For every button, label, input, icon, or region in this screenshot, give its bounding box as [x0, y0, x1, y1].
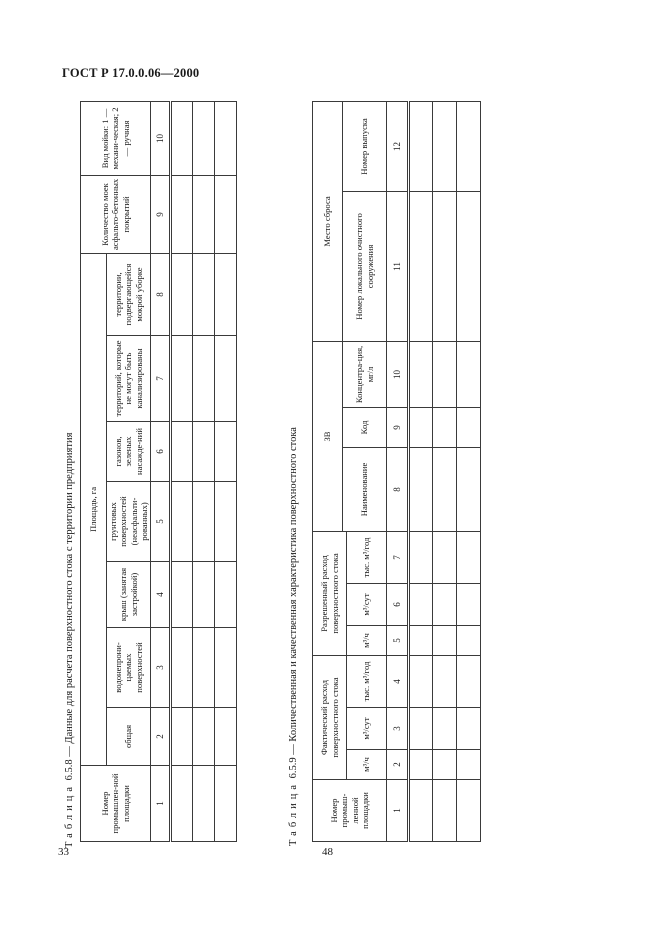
- table2-num-9: 9: [387, 407, 409, 447]
- table1-sub-no-sewer: территорий, которые не могут быть канализированы: [107, 336, 151, 422]
- table1-title: — Данные для расчета поверхностного стока с территории предприятия: [64, 432, 75, 757]
- table2: [312, 101, 481, 842]
- document-header: ГОСТ Р 17.0.0.06—2000: [62, 66, 200, 80]
- table2-header-discharge: Место сброса: [313, 101, 343, 341]
- table2-num-3: 3: [387, 708, 409, 750]
- table1-sub-total: общая: [107, 708, 151, 766]
- table2-num-6: 6: [387, 584, 409, 626]
- table2-perm-unit-hour: м³/ч: [347, 626, 387, 656]
- table2-title: — Количественная и качественная характеристика поверхностного стока: [288, 427, 299, 755]
- table1-header-plot: Номер промышлен-ной площадки: [81, 766, 151, 842]
- table1-num-9: 9: [151, 175, 171, 253]
- table2-label-number: 6.5.9: [288, 757, 299, 779]
- table2-num-7: 7: [387, 531, 409, 583]
- table1-sub-lawn: газонов, зеленых насажде-ний: [107, 422, 151, 482]
- table1-caption: [64, 433, 75, 848]
- table2-header-plot: Номер промыш-ленной площадки: [313, 780, 387, 842]
- table2-header-pollutants: ЗВ: [313, 341, 343, 531]
- table2-label-word: Таблица: [288, 780, 299, 846]
- table1-header-area: Площадь, га: [81, 253, 107, 765]
- table2-sub-local-facility: Номер локального очистного сооружения: [343, 191, 387, 341]
- table-row: [457, 101, 481, 841]
- table1-header-wash-type: Вид мойки: 1 — механи-ческая; 2 — ручная: [81, 101, 151, 175]
- table2-num-11: 11: [387, 191, 409, 341]
- table2-number-row: [387, 101, 409, 841]
- table1: [80, 101, 237, 842]
- table2-num-8: 8: [387, 447, 409, 531]
- page-number-left: 33: [58, 846, 69, 858]
- table1-label-number: 6.5.8: [64, 759, 75, 781]
- table-row: [215, 101, 237, 841]
- table1-num-5: 5: [151, 482, 171, 562]
- table-row: [171, 101, 193, 841]
- table-row: [433, 101, 457, 841]
- table1-num-3: 3: [151, 628, 171, 708]
- table2-num-2: 2: [387, 750, 409, 780]
- table1-sub-waterproof: водонепрони-цаемых поверхностей: [107, 628, 151, 708]
- table2-sub-code: Код: [343, 407, 387, 447]
- table1-num-4: 4: [151, 562, 171, 628]
- table2-num-5: 5: [387, 626, 409, 656]
- table1-sub-roof: крыш (занятая застройкой): [107, 562, 151, 628]
- table1-sub-wet-cleaning: территории, подвергающейся мокрой уборке: [107, 253, 151, 335]
- table2-sub-outlet: Номер выпуска: [343, 101, 387, 191]
- table2-sub-name: Наименование: [343, 447, 387, 531]
- table2-perm-unit-day: м³/сут: [347, 584, 387, 626]
- table2-sub-concentration: Концентра-ция, мг/л: [343, 341, 387, 407]
- table1-number-row: [151, 101, 171, 841]
- table2-perm-unit-year: тыс. м³/год: [347, 531, 387, 583]
- table2-header-fact: Фактический расход поверхностного стока: [313, 656, 347, 780]
- table2-num-1: 1: [387, 780, 409, 842]
- table-row: [193, 101, 215, 841]
- table1-label-word: Таблица: [64, 782, 75, 848]
- table1-sub-ground: грунтовых поверхностей (неасфальти-рованных): [107, 482, 151, 562]
- table1-num-7: 7: [151, 336, 171, 422]
- table2-num-10: 10: [387, 341, 409, 407]
- table2-num-4: 4: [387, 656, 409, 708]
- table1-num-1: 1: [151, 766, 171, 842]
- table2-fact-unit-day: м³/сут: [347, 708, 387, 750]
- table2-num-12: 12: [387, 101, 409, 191]
- table2-fact-unit-hour: м³/ч: [347, 750, 387, 780]
- table2-caption: [288, 427, 299, 846]
- page-number-right: 48: [322, 846, 333, 858]
- table1-num-8: 8: [151, 253, 171, 335]
- table-row: [409, 101, 433, 841]
- table1-num-6: 6: [151, 422, 171, 482]
- table1-num-10: 10: [151, 101, 171, 175]
- table2-fact-unit-year: тыс. м³/год: [347, 656, 387, 708]
- table1-num-2: 2: [151, 708, 171, 766]
- table2-header-permitted: Разрешенный расход поверхностного стока: [313, 531, 347, 655]
- table1-header-car-wash-count: Количество моек асфальто-бетонных покрытий: [81, 175, 151, 253]
